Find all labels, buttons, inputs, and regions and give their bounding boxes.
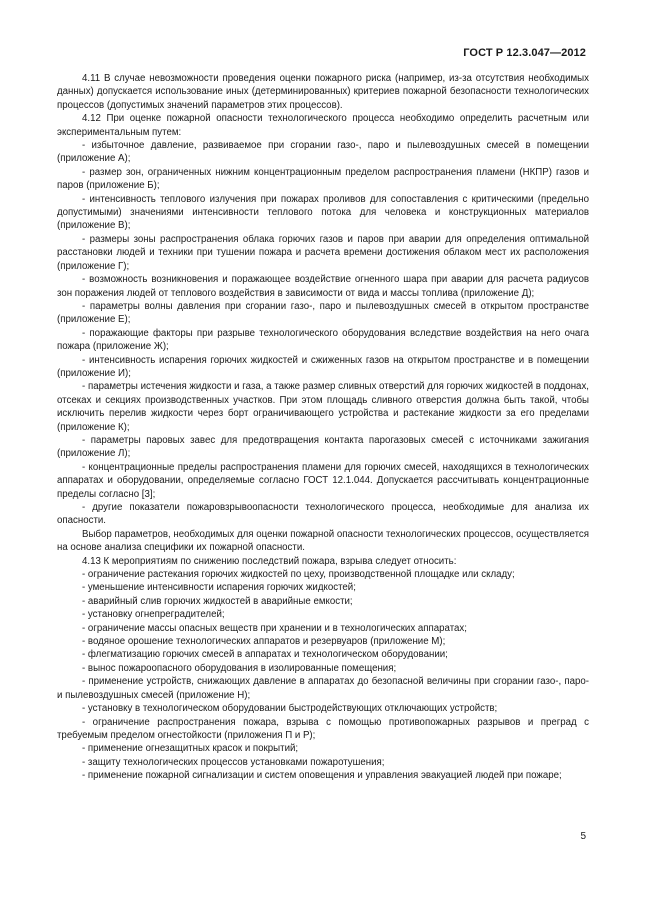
list-item: - вынос пожароопасного оборудования в изолированные помещения;: [82, 662, 397, 674]
list-item: - избыточное давление, развиваемое при сгорании газо-, паро и пылевоздушных смесей в помещении (приложение А);: [57, 140, 589, 165]
list-item: - параметры волны давления при сгорании газо-, паро и пылевоздушных смесей в открытом пространстве (приложение Е);: [57, 300, 589, 326]
list-item: - ограничение распространения пожара, взрыва с помощью противопожарных разрывов и преград с требуемым пределом огнестойкости (приложения П и Р);: [57, 716, 589, 741]
paragraph: Выбор параметров, необходимых для оценки пожарной опасности технологических процессов, осуществляется на основе анализа специфики их пожарной опасности.: [57, 528, 589, 554]
list-item: - параметры истечения жидкости и газа, а также размер сливных отверстий для горючих жидкостей в поддонах, отсеках и секциях производственных участков. При этом площадь сливного отверстия должна быть такой, чтобы исключить перелив жидкости через борт ограничивающего устройства и растекание жидкости за его пределами (приложение К);: [57, 381, 589, 433]
list-item: - интенсивность испарения горючих жидкостей и сжиженных газов на открытом пространстве и в помещении (приложение И);: [57, 354, 589, 379]
list-item: - установку огнепреградителей;: [82, 609, 225, 621]
list-item: - водяное орошение технологических аппаратов и резервуаров (приложение М);: [82, 636, 446, 648]
list-item: - защиту технологических процессов установками пожаротушения;: [82, 756, 385, 768]
list-item: - ограничение растекания горючих жидкостей по цеху, производственной площадке или складу;: [82, 569, 515, 581]
list-item: - размер зон, ограниченных нижним концентрационным пределом распространения пламени (НКПР) газов и паров (приложение Б);: [57, 166, 589, 192]
list-item: - возможность возникновения и поражающее воздействие огненного шара при аварии для расчета радиусов зон поражения людей от теплового воздействия в зависимости от вида и массы топлива (приложение Д);: [57, 274, 589, 299]
list-item: - аварийный слив горючих жидкостей в аварийные емкости;: [82, 595, 353, 607]
list-item: - флегматизацию горючих смесей в аппаратах и технологическом оборудовании;: [82, 649, 448, 661]
list-item: - применение огнезащитных красок и покрытий;: [82, 743, 299, 755]
list-item: - уменьшение интенсивности испарения горючих жидкостей;: [82, 582, 356, 594]
list-item: - применение пожарной сигнализации и систем оповещения и управления эвакуацией людей при пожаре;: [82, 770, 562, 782]
list-item: - параметры паровых завес для предотвращения контакта парогазовых смесей с источниками зажигания (приложение Л);: [57, 434, 589, 460]
list-item: - интенсивность теплового излучения при пожарах проливов для сопоставления с критическими (предельно допустимыми) значениями интенсивности теплового потока для человека и конструкционных материалов (приложение В);: [57, 193, 589, 232]
page-number: 5: [580, 831, 586, 842]
paragraph: 4.13 К мероприятиям по снижению последствий пожара, взрыва следует относить:: [82, 555, 457, 567]
list-item: - применение устройств, снижающих давление в аппаратах до безопасной величины при сгорании газо-, паро- и пылевоздушных смесей (приложение Н);: [57, 676, 589, 701]
list-item: - другие показатели пожаровзрывоопасности технологического процесса, необходимые для анализа их опасности.: [57, 502, 589, 527]
document-body: [57, 72, 589, 783]
list-item: - ограничение массы опасных веществ при хранении и в технологических аппаратах;: [82, 622, 467, 634]
paragraph: 4.12 При оценке пожарной опасности технологического процесса необходимо определить расчетным или экспериментальным путем:: [57, 113, 589, 138]
list-item: - поражающие факторы при разрыве технологического оборудования вследствие воздействия на него очага пожара (приложение Ж);: [57, 327, 589, 353]
list-item: - размеры зоны распространения облака горючих газов и паров при аварии для определения оптимальной расстановки людей и техники при тушении пожара и расчета времени достижения облаком мест их расположения (приложение Г);: [57, 233, 589, 272]
document-header: ГОСТ Р 12.3.047—2012: [463, 47, 586, 59]
list-item: - концентрационные пределы распространения пламени для горючих смесей, находящихся в технологических аппаратах и оборудовании, определяемые согласно ГОСТ 12.1.044. Допускается рассчитывать концентрационные пределы согласно [3];: [57, 461, 589, 500]
paragraph: 4.11 В случае невозможности проведения оценки пожарного риска (например, из-за отсутствия необходимых данных) допускается использование иных (детерминированных) критериев пожарной безопасности технологических процессов (допустимых значений параметров этих процессов).: [57, 73, 589, 111]
list-item: - установку в технологическом оборудовании быстродействующих отключающих устройств;: [82, 703, 498, 715]
